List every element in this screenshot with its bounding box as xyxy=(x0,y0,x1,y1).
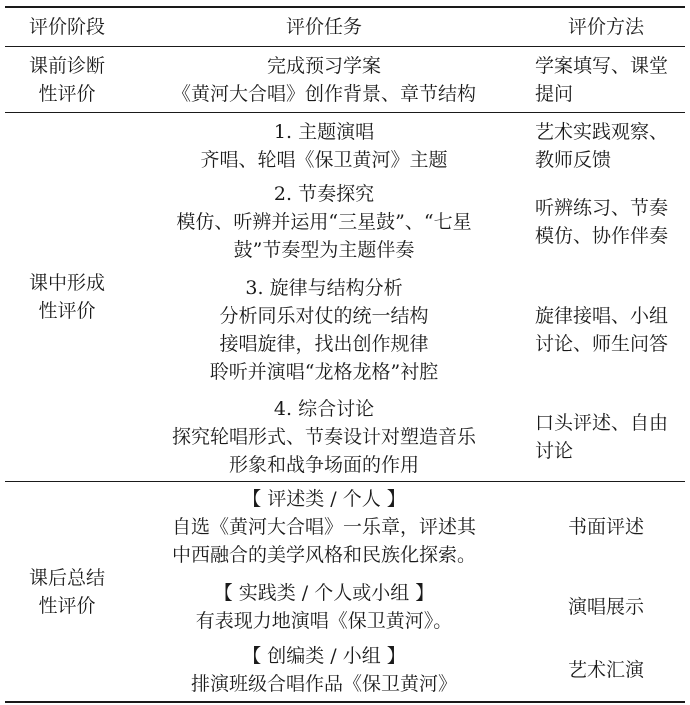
task-cell: 【 评述类 / 个人 】 自选《黄河大合唱》一乐章，评述其 中西融合的美学风格和民族化探索。 xyxy=(171,488,476,566)
method-cell: 艺术实践观察、 教师反馈 xyxy=(535,121,669,171)
stage-cell-preclass: 课前诊断 性评价 xyxy=(28,54,105,105)
task-cell: 4. 综合讨论 探究轮唱形式、节奏设计对塑造音乐 形象和战争场面的作用 xyxy=(171,398,476,476)
method-cell: 演唱展示 xyxy=(567,596,644,618)
task-cell: 2. 节奏探究 模仿、听辨并运用“三星鼓”、“七星 鼓”节奏型为主题伴奏 xyxy=(176,183,472,261)
method-cell: 听辨练习、节奏 模仿、协作伴奏 xyxy=(535,197,669,247)
task-cell: 3. 旋律与结构分析 分析同乐对仗的统一结构 接唱旋律，找出创作规律 聆听并演唱“龙格龙格”衬腔 xyxy=(209,277,439,383)
header-method: 评价方法 xyxy=(567,16,644,38)
header-task: 评价任务 xyxy=(285,16,362,38)
method-cell: 书面评述 xyxy=(567,516,644,538)
stage-cell-inclass: 课中形成 性评价 xyxy=(28,272,105,322)
table-bottom-rule xyxy=(5,701,685,703)
method-cell: 艺术汇演 xyxy=(567,659,644,681)
header-stage: 评价阶段 xyxy=(28,16,105,38)
task-cell: 完成预习学案 《黄河大合唱》创作背景、章节结构 xyxy=(171,54,476,105)
task-cell: 【 创编类 / 小组 】 排演班级合唱作品《保卫黄河》 xyxy=(190,645,457,695)
stage-cell-postclass: 课后总结 性评价 xyxy=(28,566,105,617)
task-cell: 【 实践类 / 个人或小组 】 有表现力地演唱《保卫黄河》。 xyxy=(195,582,453,632)
method-cell: 口头评述、自由 讨论 xyxy=(535,412,669,462)
task-cell: 1. 主题演唱 齐唱、轮唱《保卫黄河》主题 xyxy=(200,121,448,171)
method-cell: 学案填写、课堂 提问 xyxy=(535,54,669,105)
method-cell: 旋律接唱、小组 讨论、师生问答 xyxy=(535,305,669,355)
